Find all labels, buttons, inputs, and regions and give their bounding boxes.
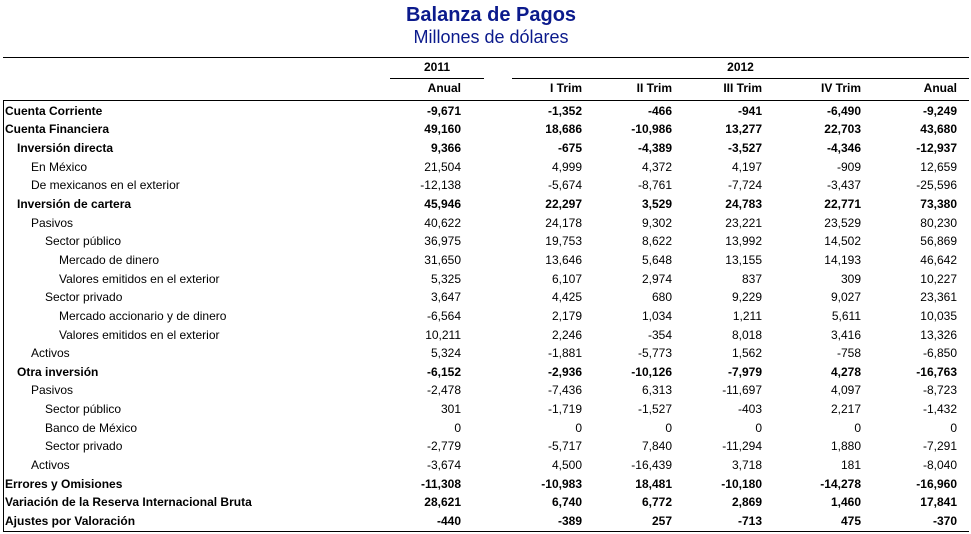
row-value: 0 <box>575 420 582 435</box>
table-row <box>3 363 957 382</box>
row-value: 22,297 <box>545 197 582 212</box>
row-value: 17,841 <box>920 495 957 510</box>
row-value: 8,018 <box>731 327 762 342</box>
row-value: 9,229 <box>731 290 762 305</box>
row-value: -6,490 <box>826 103 861 118</box>
row-value: 309 <box>840 271 861 286</box>
row-value: 3,647 <box>430 290 461 305</box>
table-row <box>3 232 957 251</box>
row-value: -9,249 <box>922 103 957 118</box>
row-value: 22,771 <box>824 197 861 212</box>
row-value: -5,717 <box>547 439 582 454</box>
row-value: -4,389 <box>637 141 672 156</box>
row-value: 13,277 <box>725 122 762 137</box>
table-row <box>3 307 957 326</box>
row-value: 181 <box>840 457 861 472</box>
row-value: -354 <box>647 327 672 342</box>
row-value: 6,740 <box>551 495 582 510</box>
row-value: -12,937 <box>916 141 957 156</box>
row-value: 73,380 <box>920 197 957 212</box>
row-label: Errores y Omisiones <box>5 476 123 491</box>
row-value: -11,308 <box>420 476 461 491</box>
table-row <box>3 438 957 457</box>
row-value: 28,621 <box>424 495 461 510</box>
row-value: 1,880 <box>830 439 861 454</box>
row-value: -25,596 <box>916 178 957 193</box>
table-row <box>3 158 957 177</box>
row-value: 13,646 <box>545 252 582 267</box>
row-value: 257 <box>651 513 672 528</box>
row-value: 4,999 <box>551 159 582 174</box>
col-2012-ii-trim: II Trim <box>636 81 672 95</box>
row-label: Activos <box>31 346 70 361</box>
row-value: 6,107 <box>551 271 582 286</box>
row-value: -1,432 <box>922 402 957 417</box>
table-row <box>3 139 957 158</box>
table-row <box>3 512 957 531</box>
row-value: 7,840 <box>641 439 672 454</box>
row-label: Variación de la Reserva Internacional Bruta <box>5 495 252 510</box>
row-label: Otra inversión <box>17 364 99 379</box>
row-value: -16,960 <box>916 476 957 491</box>
row-value: 5,648 <box>641 252 672 267</box>
col-2011-anual: Anual <box>427 81 461 95</box>
table-row <box>3 456 957 475</box>
table-row <box>3 195 957 214</box>
table-row <box>3 270 957 289</box>
year-2012-rule <box>512 78 969 79</box>
row-value: -2,478 <box>426 383 461 398</box>
row-value: -3,437 <box>826 178 861 193</box>
row-value: -9,671 <box>426 103 461 118</box>
page-title: Balanza de Pagos <box>405 4 577 26</box>
balance-table <box>3 102 957 531</box>
row-value: 9,302 <box>641 215 672 230</box>
row-label: En México <box>31 159 88 174</box>
row-value: 45,946 <box>424 197 461 212</box>
row-value: 5,611 <box>831 308 861 323</box>
row-value: -403 <box>737 402 762 417</box>
row-value: 4,097 <box>830 383 861 398</box>
row-value: 21,504 <box>424 159 461 174</box>
row-value: -6,564 <box>426 308 461 323</box>
row-label: Cuenta Corriente <box>5 103 103 118</box>
year-2011-rule <box>390 78 484 79</box>
row-value: 3,416 <box>830 327 861 342</box>
row-value: 23,361 <box>920 290 957 305</box>
row-value: -2,936 <box>547 364 582 379</box>
row-value: 6,772 <box>641 495 672 510</box>
row-value: -675 <box>557 141 582 156</box>
row-value: -6,152 <box>426 364 461 379</box>
table-row <box>3 177 957 196</box>
row-label: Inversión directa <box>17 141 114 156</box>
row-value: -1,719 <box>547 402 582 417</box>
row-value: 12,659 <box>920 159 957 174</box>
row-value: 4,278 <box>830 364 861 379</box>
row-value: 2,217 <box>830 402 861 417</box>
row-value: 5,324 <box>430 346 461 361</box>
row-value: 2,246 <box>551 327 582 342</box>
row-value: 0 <box>454 420 461 435</box>
row-value: 4,197 <box>731 159 762 174</box>
row-value: -5,773 <box>637 346 672 361</box>
row-value: 13,326 <box>920 327 957 342</box>
row-value: -11,697 <box>722 383 762 398</box>
table-row <box>3 214 957 233</box>
row-value: 13,992 <box>725 234 762 249</box>
table-row <box>3 251 957 270</box>
row-value: 80,230 <box>920 215 957 230</box>
row-value: -713 <box>737 513 762 528</box>
row-value: -10,983 <box>541 476 582 491</box>
row-value: 40,622 <box>424 215 461 230</box>
table-row <box>3 326 957 345</box>
row-value: 43,680 <box>920 122 957 137</box>
row-value: 22,703 <box>824 122 861 137</box>
row-value: -10,986 <box>631 122 672 137</box>
row-value: -7,436 <box>547 383 582 398</box>
row-value: 0 <box>950 420 957 435</box>
row-label: Pasivos <box>31 383 74 398</box>
row-label: Activos <box>31 457 70 472</box>
col-2012-i-trim: I Trim <box>549 81 582 95</box>
row-value: -14,278 <box>820 476 861 491</box>
header-bottom-rule <box>3 100 969 101</box>
row-value: 9,027 <box>830 290 861 305</box>
row-label: Valores emitidos en el exterior <box>59 271 220 286</box>
row-value: -758 <box>836 346 861 361</box>
col-2012-iv-trim: IV Trim <box>820 81 861 95</box>
row-value: 1,034 <box>641 308 672 323</box>
row-value: 837 <box>741 271 762 286</box>
row-value: 18,481 <box>635 476 672 491</box>
row-value: 19,753 <box>545 234 582 249</box>
row-value: -1,527 <box>637 402 672 417</box>
row-label: Sector privado <box>45 290 123 305</box>
row-value: 2,974 <box>641 271 672 286</box>
balance-table-body <box>3 102 957 531</box>
row-value: 3,529 <box>641 197 672 212</box>
row-value: 10,035 <box>920 308 957 323</box>
row-label: Mercado de dinero <box>59 252 160 267</box>
row-value: -2,779 <box>426 439 461 454</box>
row-value: 2,869 <box>731 495 762 510</box>
row-value: 56,869 <box>920 234 957 249</box>
row-value: 0 <box>755 420 762 435</box>
table-left-rule <box>3 100 4 531</box>
row-value: 6,313 <box>641 383 672 398</box>
row-value: 8,622 <box>641 234 672 249</box>
header-top-rule <box>3 57 969 58</box>
row-value: -3,527 <box>727 141 762 156</box>
table-row <box>3 400 957 419</box>
table-row <box>3 475 957 494</box>
row-value: 0 <box>854 420 861 435</box>
row-value: 680 <box>651 290 672 305</box>
row-value: 46,642 <box>920 252 957 267</box>
table-row <box>3 382 957 401</box>
row-value: -4,346 <box>826 141 861 156</box>
row-value: -941 <box>737 103 762 118</box>
row-value: 10,211 <box>425 327 461 342</box>
row-value: 23,221 <box>725 215 762 230</box>
table-row <box>3 102 957 121</box>
row-value: 4,425 <box>551 290 582 305</box>
row-value: 2,179 <box>551 308 582 323</box>
row-value: -370 <box>932 513 957 528</box>
row-value: -16,439 <box>631 457 672 472</box>
row-value: -8,761 <box>637 178 672 193</box>
table-bottom-rule <box>3 531 969 532</box>
row-value: -7,979 <box>727 364 762 379</box>
row-label: Valores emitidos en el exterior <box>59 327 220 342</box>
row-value: 14,502 <box>824 234 861 249</box>
col-2012-iii-trim: III Trim <box>723 81 762 95</box>
row-value: -5,674 <box>547 178 582 193</box>
row-value: -10,126 <box>631 364 672 379</box>
row-label: Mercado accionario y de dinero <box>59 308 227 323</box>
row-value: 1,460 <box>830 495 861 510</box>
row-value: 13,155 <box>725 252 762 267</box>
row-value: -466 <box>647 103 672 118</box>
row-value: -6,850 <box>922 346 957 361</box>
row-value: 1,211 <box>732 308 762 323</box>
row-label: De mexicanos en el exterior <box>31 178 180 193</box>
row-value: -1,881 <box>547 346 582 361</box>
row-value: 18,686 <box>545 122 582 137</box>
row-value: -7,724 <box>727 178 762 193</box>
table-row <box>3 344 957 363</box>
row-value: 14,193 <box>824 252 861 267</box>
row-value: -7,291 <box>922 439 957 454</box>
row-value: -8,723 <box>922 383 957 398</box>
row-label: Sector privado <box>45 439 123 454</box>
row-value: 9,366 <box>430 141 461 156</box>
row-value: -440 <box>436 513 461 528</box>
row-label: Sector público <box>45 234 122 249</box>
row-label: Banco de México <box>45 420 138 435</box>
table-row <box>3 419 957 438</box>
row-value: 49,160 <box>424 122 461 137</box>
table-row <box>3 288 957 307</box>
table-row <box>3 121 957 140</box>
row-value: -909 <box>836 159 861 174</box>
table-row <box>3 493 957 512</box>
page-subtitle: Millones de dólares <box>413 27 569 47</box>
row-value: 5,325 <box>430 271 461 286</box>
row-value: 301 <box>440 402 461 417</box>
row-value: 475 <box>840 513 861 528</box>
row-value: -16,763 <box>916 364 957 379</box>
row-value: 3,718 <box>731 457 762 472</box>
row-value: -1,352 <box>547 103 582 118</box>
row-value: -8,040 <box>922 457 957 472</box>
row-value: 24,783 <box>725 197 762 212</box>
col-2012-anual: Anual <box>923 81 957 95</box>
row-value: 4,500 <box>551 457 582 472</box>
row-value: 1,562 <box>731 346 762 361</box>
row-value: 31,650 <box>424 252 461 267</box>
row-label: Inversión de cartera <box>17 197 132 212</box>
row-label: Sector público <box>45 402 122 417</box>
row-value: 36,975 <box>424 234 461 249</box>
row-value: 24,178 <box>545 215 582 230</box>
year-2012-label: 2012 <box>727 60 754 74</box>
row-value: -389 <box>557 513 582 528</box>
row-value: -10,180 <box>721 476 762 491</box>
row-label: Ajustes por Valoración <box>5 513 136 528</box>
row-label: Pasivos <box>31 215 74 230</box>
row-value: -12,138 <box>420 178 461 193</box>
row-value: -11,294 <box>722 439 762 454</box>
row-value: 4,372 <box>641 159 672 174</box>
row-value: 0 <box>665 420 672 435</box>
year-2011-label: 2011 <box>423 60 451 74</box>
row-value: -3,674 <box>426 457 461 472</box>
row-label: Cuenta Financiera <box>5 122 110 137</box>
row-value: 23,529 <box>824 215 861 230</box>
row-value: 10,227 <box>920 271 957 286</box>
